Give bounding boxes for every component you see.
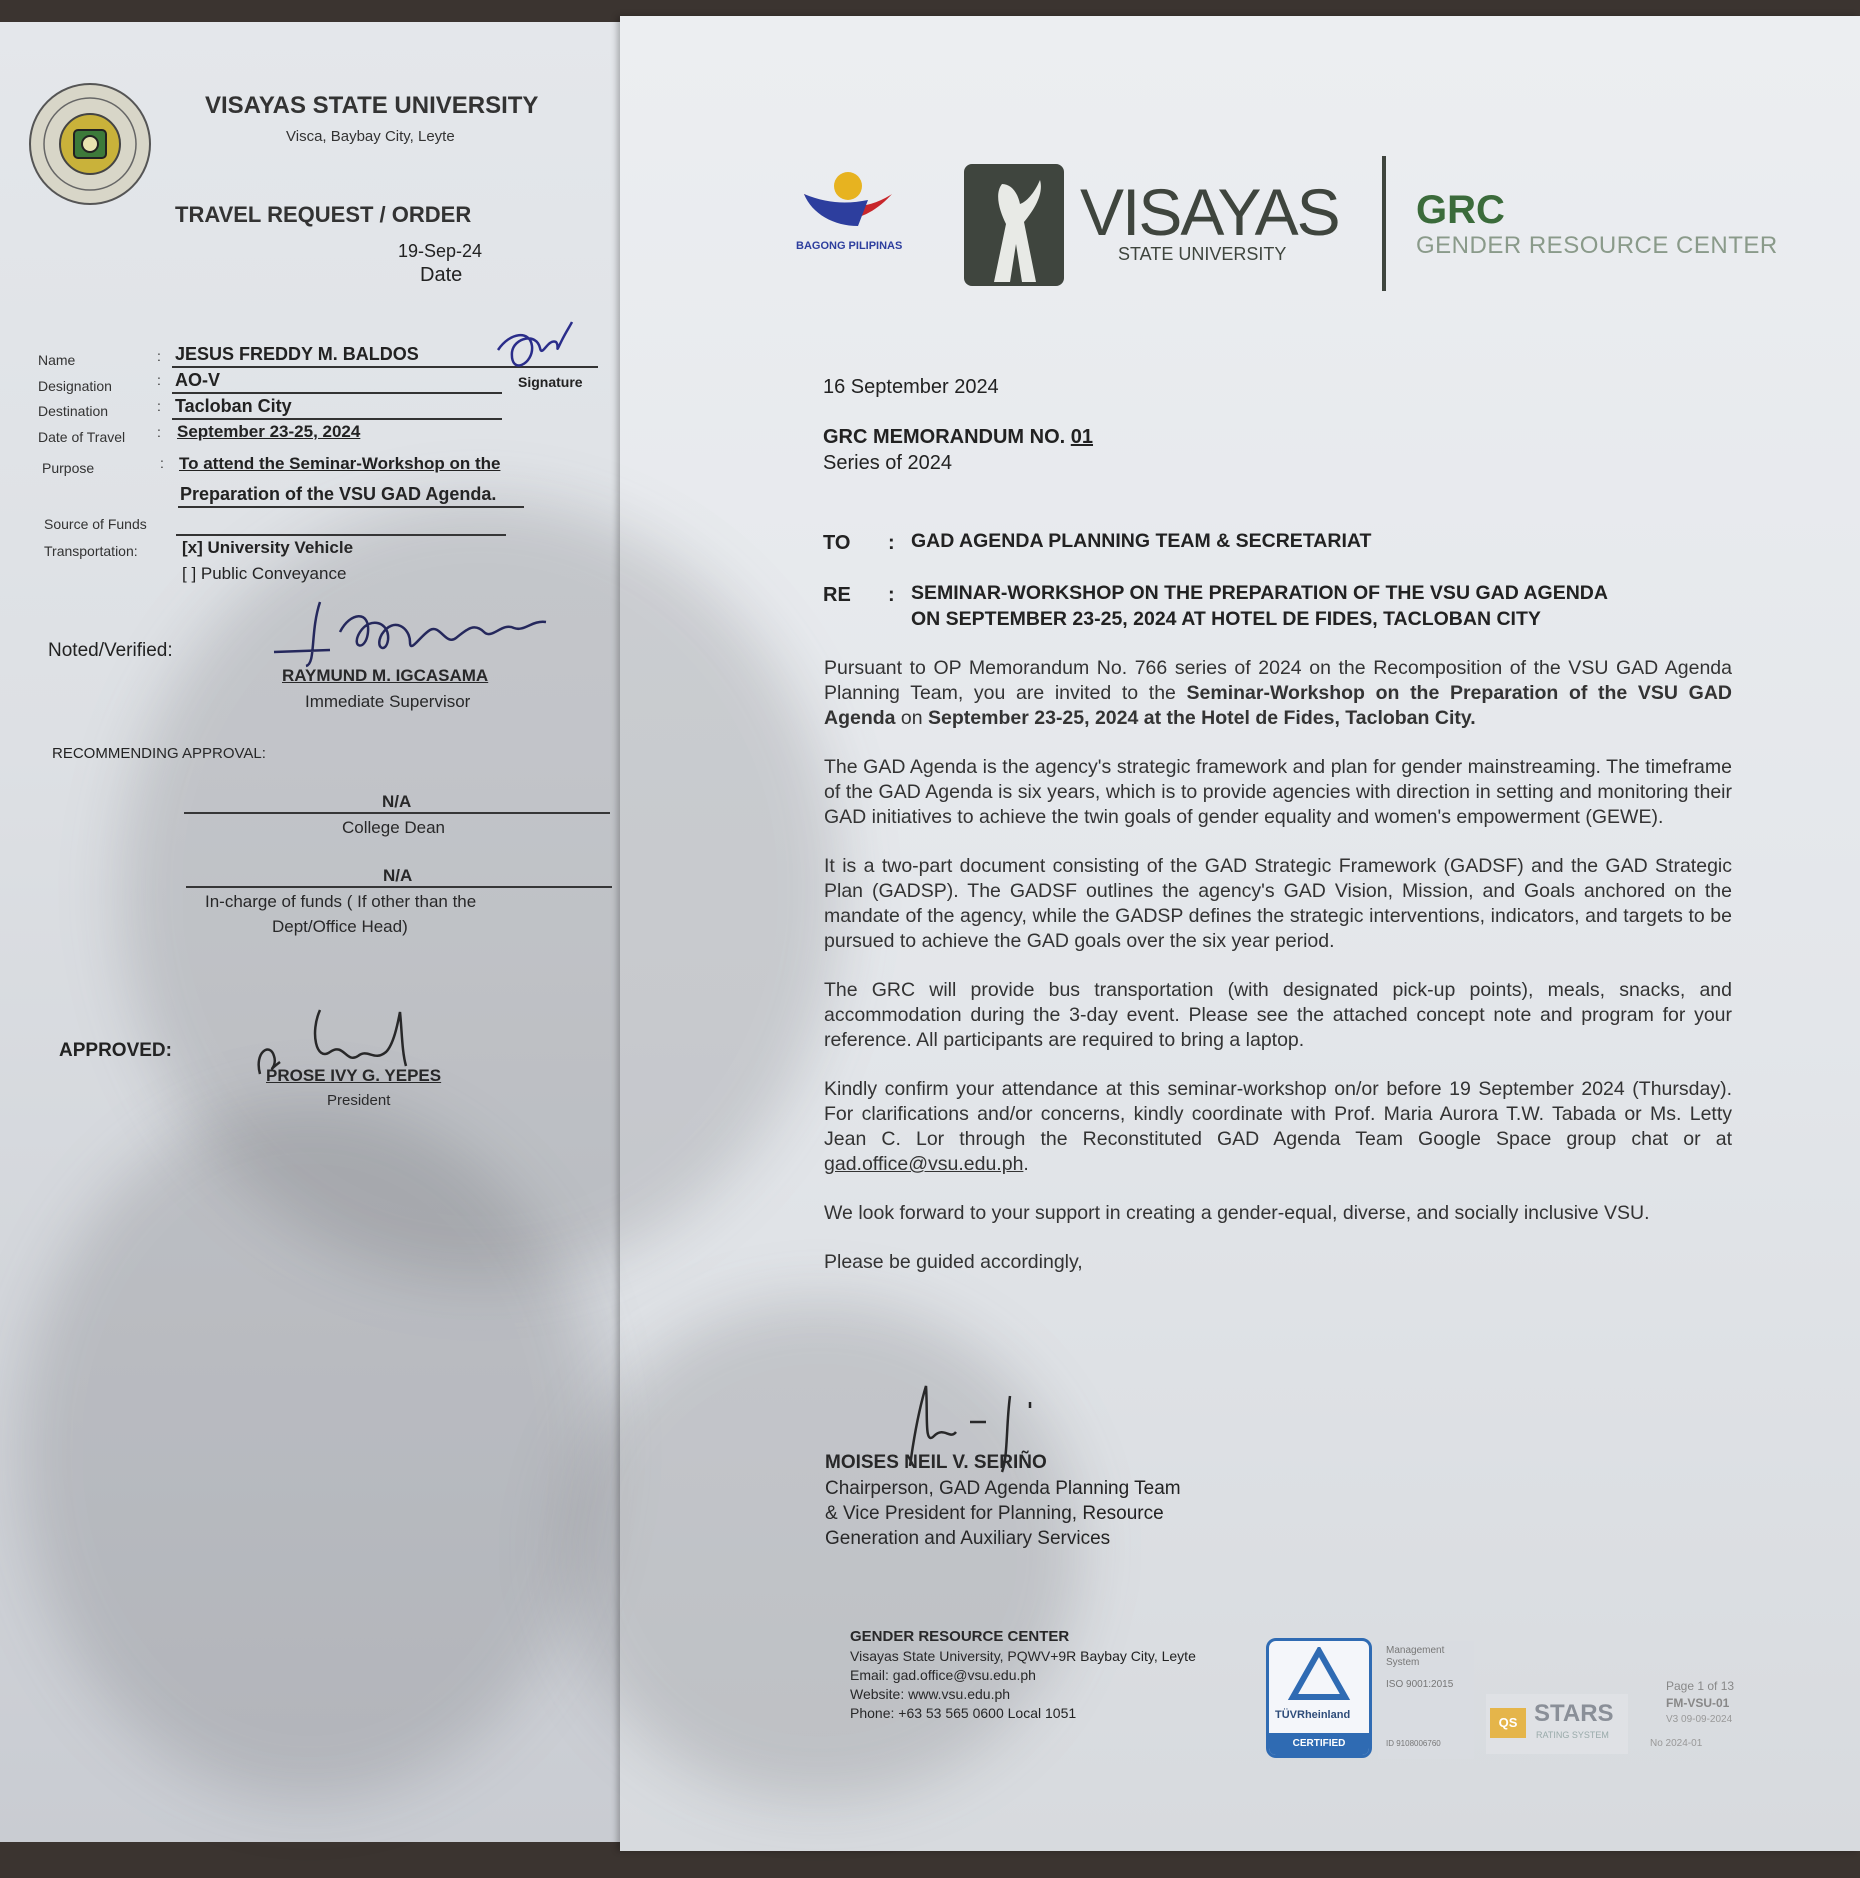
mgmt-system-panel: Management System ISO 9001:2015 ID 9108006760 <box>1378 1641 1474 1759</box>
re-label: RE <box>823 584 851 606</box>
purpose-label: Purpose <box>42 460 95 476</box>
president-name: PROSE IVY G. YEPES <box>266 1066 442 1085</box>
travel-order-sheet <box>0 22 632 1842</box>
destination-line <box>172 418 502 420</box>
bagong-pilipinas-logo <box>796 164 903 260</box>
qs-logo: QS <box>1490 1708 1526 1738</box>
designation-line <box>172 392 502 394</box>
travel-date-label: Date of Travel <box>38 429 126 445</box>
tuv-badge <box>1266 1638 1372 1758</box>
colon: : <box>157 348 161 364</box>
contact-email-link[interactable]: gad.office@vsu.edu.ph <box>824 1153 1024 1175</box>
paragraph-5: Kindly confirm your attendance at this seminar-workshop on/or before 19 September 2024 (Thursday). For clarifications and/or concerns, kindly coordinate with Prof. Maria Aurora T.W. Tabada or Ms. Letty Jean C. Lor through the Reconstituted GAD Agenda Team Google Space group chat or at gad.office@vsu.edu.ph. <box>824 1078 1732 1175</box>
form-version: V3 09-09-2024 <box>1666 1714 1733 1725</box>
name-label: Name <box>38 352 76 368</box>
qs-stars-badge <box>1486 1694 1628 1754</box>
paragraph-3: It is a two-part document consisting of the GAD Strategic Framework (GADSF) and the GAD Strategic Plan (GADSP). The GADSF outlines the agency's GAD Vision, Mission, and Goals anchored on the mandate of the agency, while the GADSP defines the strategic interventions, indicators, and targets to be pursued to achieve the GAD goals over the six year period. <box>824 855 1732 952</box>
paragraph-6: We look forward to your support in creating a gender-equal, diverse, and socially inclusive VSU. <box>824 1202 1650 1224</box>
transport-university-vehicle: [x] University Vehicle <box>182 538 354 557</box>
visayas-wordmark: VISAYAS <box>1080 175 1339 249</box>
purpose-line-1: To attend the Seminar-Workshop on the <box>179 454 501 473</box>
memo-sheet <box>620 16 1860 1851</box>
transport-label: Transportation: <box>44 543 138 559</box>
supervisor-title: Immediate Supervisor <box>305 692 471 711</box>
bagong-pilipinas-text: BAGONG PILIPINAS <box>796 240 903 252</box>
memo-number <box>823 426 1093 449</box>
colon: : <box>160 455 164 471</box>
memo-date: 16 September 2024 <box>823 376 999 398</box>
request-date: 19-Sep-24 <box>398 241 483 261</box>
tuv-certified: CERTIFIED <box>1269 1733 1369 1755</box>
university-address: Visca, Baybay City, Leyte <box>286 128 455 145</box>
footer-phone: Phone: +63 53 565 0600 Local 1051 <box>850 1705 1077 1721</box>
footer-org: GENDER RESOURCE CENTER <box>850 1628 1070 1645</box>
signatory-name: MOISES NEIL V. SERIÑO <box>825 1452 1047 1473</box>
to-label: TO <box>823 532 851 554</box>
tuv-triangle-icon <box>1269 1647 1369 1707</box>
footer-website: Website: www.vsu.edu.ph <box>850 1686 1011 1702</box>
colon: : <box>888 532 895 554</box>
destination-value: Tacloban City <box>175 396 292 416</box>
re-line-1: SEMINAR-WORKSHOP ON THE PREPARATION OF THE VSU GAD AGENDA <box>911 582 1608 604</box>
colon: : <box>157 372 161 388</box>
footer-address: Visayas State University, PQWV+9R Baybay City, Leyte <box>850 1648 1196 1664</box>
footer-email: Email: gad.office@vsu.edu.ph <box>850 1667 1036 1683</box>
funds-incharge-title-1: In-charge of funds ( If other than the <box>205 892 477 911</box>
memo-number-label: GRC MEMORANDUM NO. <box>823 426 1071 448</box>
doc-number: No 2024-01 <box>1650 1738 1703 1749</box>
page-number: Page 1 of 13 <box>1666 1679 1735 1693</box>
paragraph-4: The GRC will provide bus transportation (with designated pick-up points), meals, snacks, and accommodation during the 3-day event. Please see the attached concept note and program for your reference. All participants are required to bring a laptop. <box>824 979 1732 1051</box>
purpose-line-2: Preparation of the VSU GAD Agenda. <box>180 484 497 504</box>
funds-incharge-line <box>186 886 612 888</box>
vsu-emblem <box>964 164 1064 286</box>
form-code: FM-VSU-01 <box>1666 1696 1730 1710</box>
signatory-title-2: & Vice President for Planning, Resource <box>825 1503 1164 1524</box>
name-line <box>172 366 598 368</box>
dean-line <box>184 812 610 814</box>
funds-line <box>176 534 506 536</box>
re-line-2: ON SEPTEMBER 23-25, 2024 AT HOTEL DE FIDES, TACLOBAN CITY <box>911 608 1541 630</box>
form-title: TRAVEL REQUEST / ORDER <box>175 202 472 227</box>
tuv-name: TÜVRheinland <box>1275 1709 1351 1721</box>
grc-full-name: GENDER RESOURCE CENTER <box>1416 232 1778 259</box>
memo-number-value: 01 <box>1070 426 1094 448</box>
university-name: VISAYAS STATE UNIVERSITY <box>205 92 539 119</box>
grc-wordmark: GRC <box>1416 188 1505 232</box>
stars-text: STARS <box>1534 1700 1614 1727</box>
funds-label: Source of Funds <box>44 516 147 532</box>
memo-series: Series of 2024 <box>823 452 952 474</box>
travel-date-value: September 23-25, 2024 <box>177 422 361 441</box>
destination-label: Destination <box>38 403 109 419</box>
paragraph-2: The GAD Agenda is the agency's strategic framework and plan for gender mainstreaming. The timeframe of the GAD Agenda is six years, which is to provide agencies with direction in setting and monitoring their GAD initiatives to achieve the twin goals of gender equality and women's empowerment (GEWE). <box>824 756 1732 828</box>
colon: : <box>888 584 895 606</box>
purpose-line <box>178 506 524 508</box>
traveler-signature <box>490 312 580 382</box>
signatory-title-1: Chairperson, GAD Agenda Planning Team <box>825 1478 1181 1499</box>
traveler-name: JESUS FREDDY M. BALDOS <box>175 344 419 364</box>
state-university-wordmark: STATE UNIVERSITY <box>1118 244 1287 264</box>
university-seal <box>28 82 152 206</box>
supervisor-signature <box>270 592 550 672</box>
signature-label: Signature <box>518 374 583 390</box>
closing: Please be guided accordingly, <box>824 1251 1083 1273</box>
transport-public-conveyance: [ ] Public Conveyance <box>182 564 347 583</box>
dean-title: College Dean <box>342 818 446 837</box>
colon: : <box>157 424 161 440</box>
noted-label: Noted/Verified: <box>48 640 173 661</box>
to-value: GAD AGENDA PLANNING TEAM & SECRETARIAT <box>911 530 1372 552</box>
dean-value: N/A <box>382 792 412 811</box>
memo-body <box>824 656 1732 1299</box>
approved-label: APPROVED: <box>59 1040 172 1061</box>
designation-value: AO-V <box>175 370 220 390</box>
recommending-label: RECOMMENDING APPROVAL: <box>52 745 266 762</box>
paragraph-1: Pursuant to OP Memorandum No. 766 series of 2024 on the Recomposition of the VSU GAD Agenda Planning Team, you are invited to the Seminar-Workshop on the Preparation of the VSU GAD Agenda on September 23-25, 2024 at the Hotel de Fides, Tacloban City. <box>824 657 1732 729</box>
stars-sub: RATING SYSTEM <box>1536 1730 1609 1740</box>
logo-divider <box>1382 156 1386 291</box>
colon: : <box>157 398 161 414</box>
funds-incharge-value: N/A <box>383 866 413 885</box>
date-label: Date <box>420 264 463 286</box>
supervisor-name: RAYMUND M. IGCASAMA <box>282 666 489 685</box>
designation-label: Designation <box>38 378 112 394</box>
signatory-title-3: Generation and Auxiliary Services <box>825 1528 1111 1549</box>
funds-incharge-title-2: Dept/Office Head) <box>272 917 408 936</box>
president-title: President <box>327 1092 391 1109</box>
